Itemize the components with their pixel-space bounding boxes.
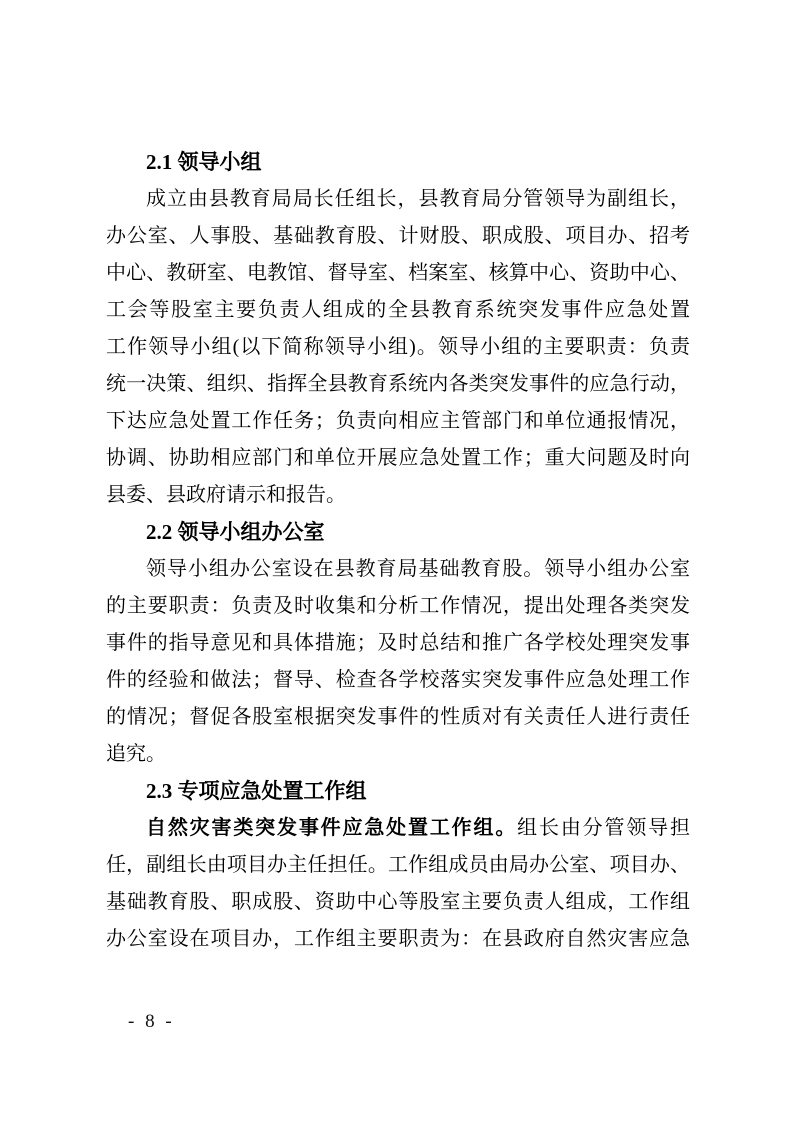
- paragraph: [106, 810, 690, 958]
- text-line: 工作领导小组(以下简称领导小组)。领导小组的主要职责：负责: [106, 336, 690, 358]
- text-line: 中心、教研室、电教馆、督导室、档案室、核算中心、资助中心、: [106, 262, 690, 284]
- page-number: - 8 -: [128, 1011, 175, 1032]
- text-line: 的主要职责：负责及时收集和分析工作情况，提出处理各类突发: [106, 595, 690, 617]
- document-body: [106, 144, 690, 958]
- line-text: 组长由分管领导担: [517, 817, 690, 839]
- text-line: 协调、协助相应部门和单位开展应急处置工作；重大问题及时向: [106, 447, 690, 469]
- text-line: 办公室、人事股、基础教育股、计财股、职成股、项目办、招考: [106, 225, 690, 247]
- text-line: 件的经验和做法；督导、检查各学校落实突发事件应急处理工作: [106, 669, 690, 691]
- paragraph: [106, 181, 690, 514]
- text-line: 基础教育股、职成股、资助中心等股室主要负责人组成，工作组: [106, 891, 690, 913]
- text-line: 统一决策、组织、指挥全县教育系统内各类突发事件的应急行动，: [106, 373, 690, 395]
- bold-lead-text: 自然灾害类突发事件应急处置工作组。: [146, 817, 518, 839]
- paragraph: [106, 551, 690, 773]
- section-heading: 2.2 领导小组办公室: [146, 520, 325, 544]
- text-line: 下达应急处置工作任务；负责向相应主管部门和单位通报情况，: [106, 410, 690, 432]
- section-heading: 2.3 专项应急处置工作组: [146, 779, 367, 803]
- text-line: [106, 810, 690, 847]
- text-line: 成立由县教育局局长任组长，县教育局分管领导为副组长，: [146, 188, 690, 210]
- text-line: 事件的指导意见和具体措施；及时总结和推广各学校处理突发事: [106, 632, 690, 654]
- text-line: 县委、县政府请示和报告。: [106, 484, 346, 506]
- text-line: 领导小组办公室设在县教育局基础教育股。领导小组办公室: [146, 558, 690, 580]
- section-heading: 2.1 领导小组: [146, 150, 262, 174]
- text-line: 工会等股室主要负责人组成的全县教育系统突发事件应急处置: [106, 299, 690, 321]
- text-line: 办公室设在项目办，工作组主要职责为：在县政府自然灾害应急: [106, 928, 690, 950]
- text-line: 的情况；督促各股室根据突发事件的性质对有关责任人进行责任: [106, 706, 690, 728]
- text-line: 任，副组长由项目办主任担任。工作组成员由局办公室、项目办、: [106, 854, 690, 876]
- text-line: 追究。: [106, 743, 166, 765]
